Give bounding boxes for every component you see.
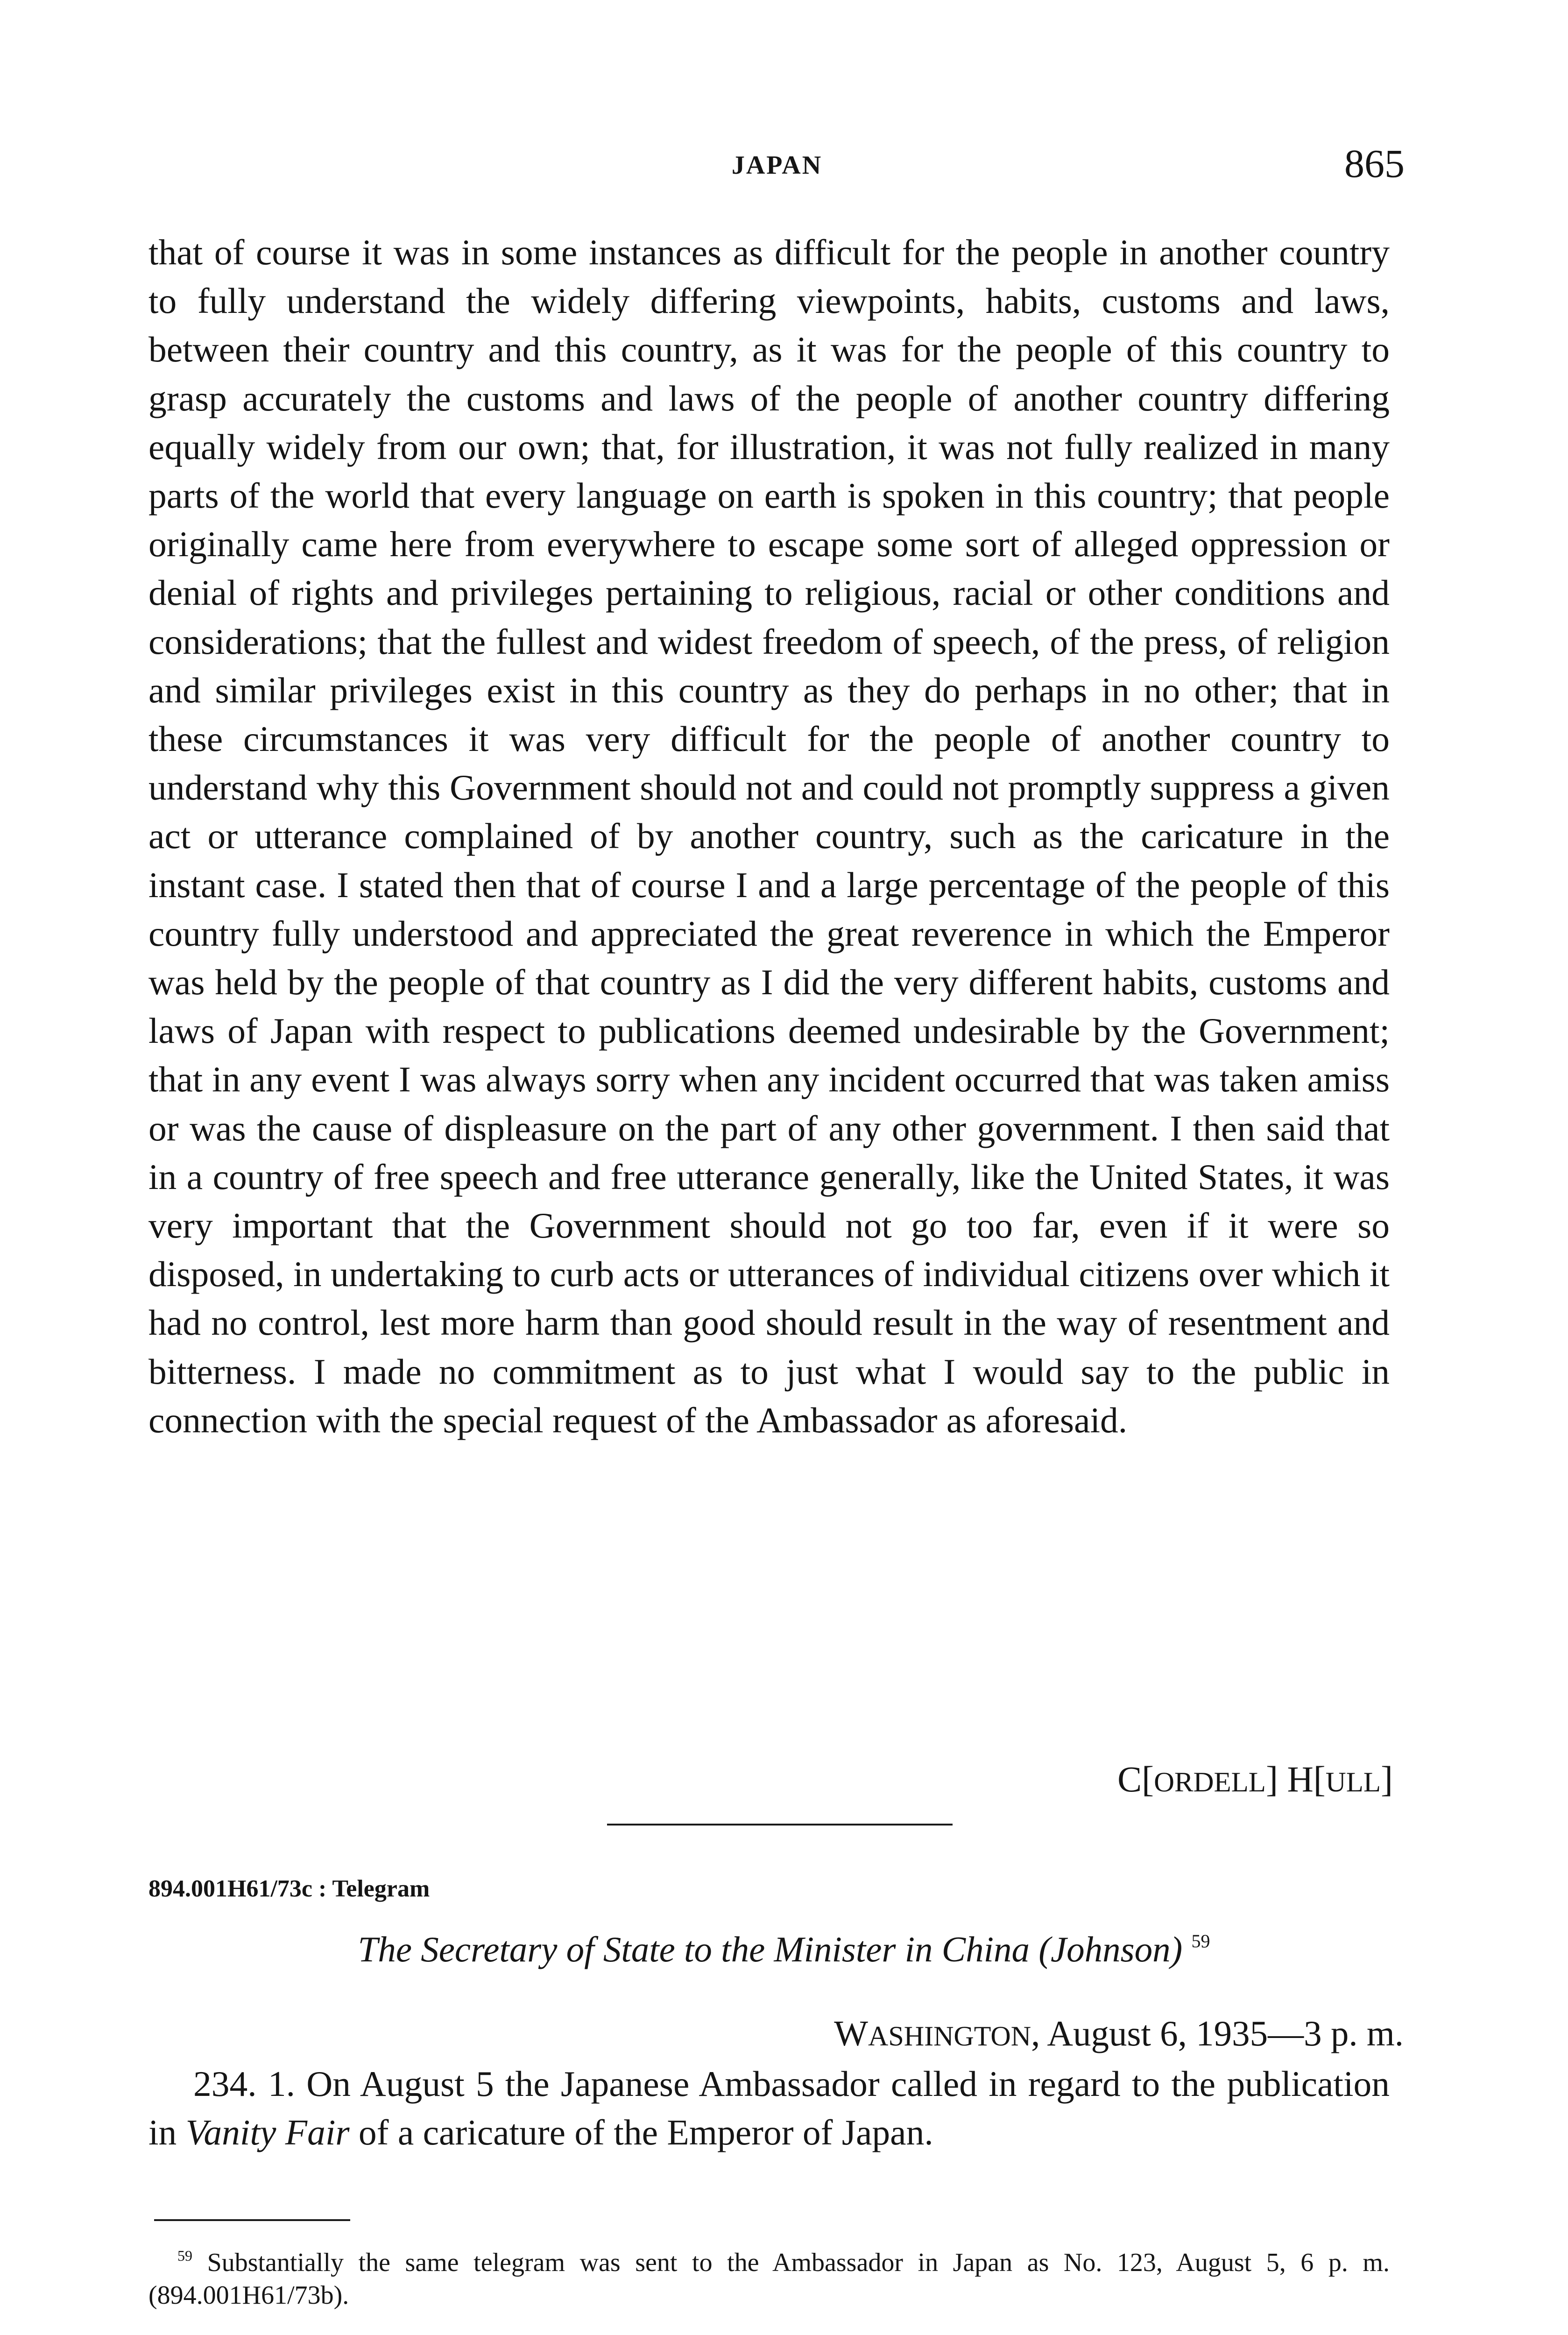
signature-initial-first: C[ [1117,1759,1154,1799]
signature-last-name: ULL [1325,1767,1381,1798]
message-text-end: of a caricature of the Emperor of Japan. [349,2112,933,2152]
document-heading [0,1929,1568,1970]
footnote-marker: 59 [177,2247,192,2264]
body-paragraph: that of course it was in some instances as difficult for the people in another country to fully understand the widely differing viewpoints, habits, customs and laws, between their country and this country, as it was for the people of this country to grasp accurately the customs and laws of the people of another country differing equally widely from our own; that, for illustration, it was not fully realized in many parts of the world that every language on earth is spoken in this country; that people originally came here from everywhere to escape some sort of alleged oppression or denial of rights and privileges pertaining to religious, racial or other conditions and considerations; that the fullest and widest freedom of speech, of the press, of religion and similar privileges exist in this country as they do perhaps in no other; that in these circumstances it was very difficult for the people of another country to understand why this Government should not and could not promptly suppress a given act or utterance complained of by another country, such as the caricature in the instant case. I stated then that of course I and a large percentage of the people of this country fully understood and appreciated the great reverence in which the Emperor was held by the people of that country as I did the very different habits, customs and laws of Japan with respect to publications deemed undesirable by the Government; that in any event I was always sorry when any incident occurred that was taken amiss or was the cause of displeasure on the part of any other government. I then said that in a country of free speech and free utterance generally, like the United States, it was very important that the Government should not go too far, even if it were so disposed, in undertaking to curb acts or utterances of individual citizens over which it had no control, lest more harm than good should result in the way of resentment and bitterness. I made no commitment as to just what I would say to the public in connection with the special request of the Ambassador as aforesaid. [148,232,1390,1440]
footnote-text: Substantially the same telegram was sent to the Ambassador in Japan as No. 123, August 5, 6 p. m. (894.001H61/73b). [148,2248,1390,2310]
signature-initial-last: H[ [1287,1759,1326,1799]
telegram-message [148,2059,1390,2157]
running-title: JAPAN [731,151,823,180]
publication-title: Vanity Fair [185,2112,350,2152]
dateline [834,2013,1404,2054]
signature-bracket-first: ] [1265,1759,1287,1799]
signature [1117,1758,1393,1800]
dateline-place-initial: W [834,2013,868,2053]
dateline-place: ASHINGTON [868,2020,1031,2052]
message-text-start: 234. 1. On August 5 the Japanese Ambassador called in regard to the publication in [148,2064,1390,2152]
running-header [149,140,1405,187]
dateline-date: , August 6, 1935—3 p. m. [1031,2013,1404,2053]
file-reference: 894.001H61/73c : Telegram [148,1875,430,1902]
signature-first-name: ORDELL [1154,1767,1266,1798]
footnote [148,2239,1390,2312]
page-number: 865 [1344,141,1405,186]
footnote-rule [154,2219,350,2221]
section-separator [607,1824,953,1826]
signature-bracket-last: ] [1381,1759,1393,1799]
document-heading-text: The Secretary of State to the Minister in China (Johnson) [358,1929,1183,1969]
footnote-reference: 59 [1191,1931,1210,1952]
